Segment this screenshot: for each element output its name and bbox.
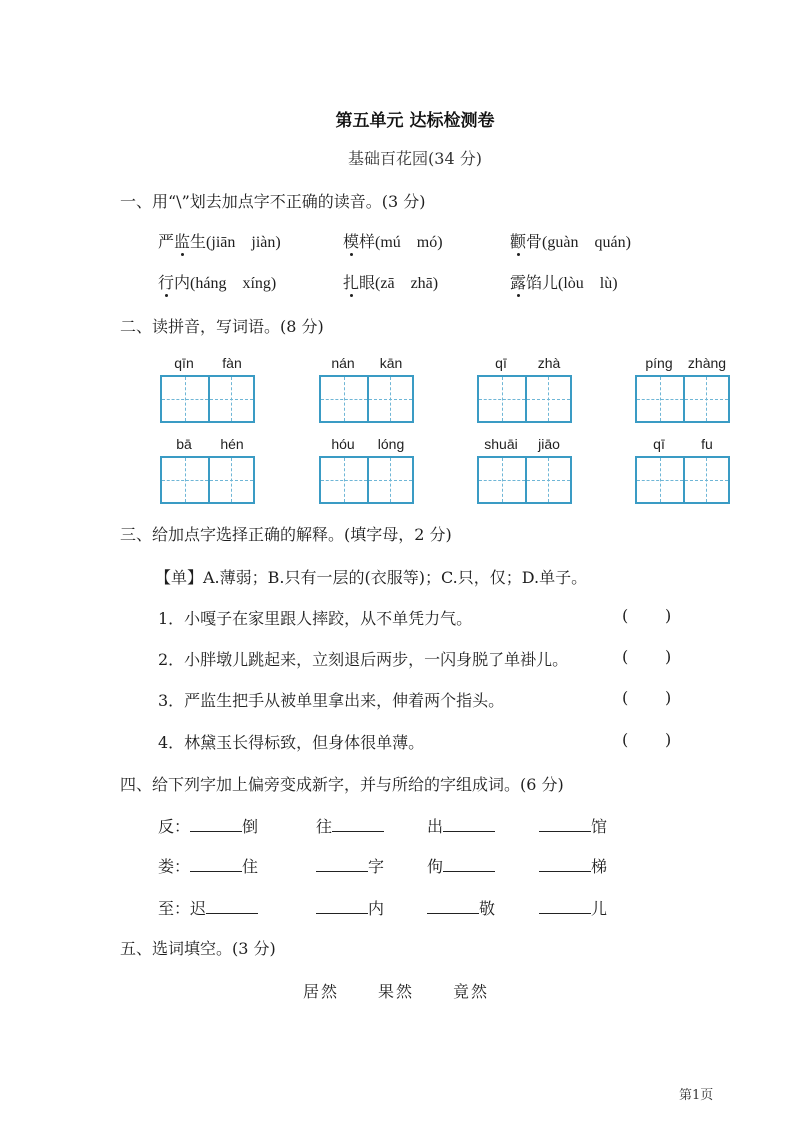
answer-paren-close: ) (665, 606, 672, 625)
write-box[interactable] (162, 458, 208, 502)
pinyin-label: bā (176, 436, 192, 452)
pinyin-label: fu (701, 436, 713, 452)
s4-root-char: 至： (158, 899, 191, 918)
word-option-1: 居然 (303, 982, 340, 1001)
s4-cell (316, 854, 384, 877)
pinyin-label: hóu (331, 436, 355, 452)
s1-item-4 (158, 270, 276, 293)
s4-cell (427, 896, 495, 919)
pinyin-grid-6 (319, 436, 415, 504)
s3-item-4: 4．林黛玉长得标致，但身体很单薄。 (158, 733, 425, 752)
write-box[interactable] (321, 377, 367, 421)
pinyin-label: fàn (222, 355, 242, 371)
answer-paren-open[interactable]: ( (622, 647, 629, 666)
pinyin-grid-1 (160, 355, 256, 423)
write-box[interactable] (367, 458, 413, 502)
pinyin-label: qīn (174, 355, 194, 371)
s1-item-1-pinyin: (jiān jiàn) (206, 234, 281, 251)
answer-paren-open[interactable]: ( (622, 730, 629, 749)
fill-blank[interactable] (316, 855, 368, 872)
write-box[interactable] (208, 458, 254, 502)
write-box[interactable] (162, 377, 208, 421)
pinyin-grid-3 (477, 355, 573, 423)
page-number: 第1页 (679, 1088, 714, 1103)
s1-item-2-dotted-char: 模 (343, 229, 359, 252)
answer-paren-close: ) (665, 647, 672, 666)
s1-item-2 (343, 229, 443, 252)
section-3-heading: 三、给加点字选择正确的解释。(填字母，2 分) (120, 525, 452, 544)
word-option-2: 果然 (378, 982, 415, 1001)
pinyin-label: qī (495, 355, 507, 371)
s4-char: 内 (368, 899, 385, 918)
s3-item-2: 2．小胖墩儿跳起来，立刻退后两步，一闪身脱了单褂儿。 (158, 650, 569, 669)
s4-char: 出 (427, 817, 444, 836)
pinyin-label: shuāi (484, 436, 518, 452)
write-box[interactable] (683, 458, 729, 502)
pinyin-label: píng (645, 355, 673, 371)
s4-char: 馆 (591, 817, 608, 836)
s1-item-4-dotted-char: 行 (158, 270, 174, 293)
s4-char: 敬 (479, 899, 496, 918)
write-box[interactable] (321, 458, 367, 502)
section-2-heading: 二、读拼音，写词语。(8 分) (120, 317, 324, 336)
write-box[interactable] (208, 377, 254, 421)
s1-item-6 (510, 270, 618, 293)
pinyin-grid-5 (160, 436, 256, 504)
s4-cell (316, 896, 384, 919)
s3-definition: 【单】A.薄弱；B.只有一层的(衣服等)；C.只，仅；D.单子。 (155, 568, 588, 587)
s1-item-3 (510, 229, 631, 252)
fill-blank[interactable] (539, 897, 591, 914)
pinyin-label: zhàng (687, 355, 727, 371)
s1-item-2-pinyin: (mú mó) (375, 234, 443, 251)
write-box[interactable] (683, 377, 729, 421)
s1-item-5-pinyin: (zā zhā) (375, 275, 439, 292)
write-box[interactable] (637, 458, 683, 502)
s4-cell (158, 896, 258, 919)
section-group-title: 基础百花园(34 分) (348, 149, 482, 168)
s1-item-1 (158, 229, 281, 252)
s1-item-5-post: 眼 (359, 273, 376, 292)
s1-item-3-pinyin: (guàn quán) (542, 234, 631, 251)
s4-cell (316, 814, 384, 837)
s1-item-1-pre: 严 (158, 232, 175, 251)
fill-blank[interactable] (443, 815, 495, 832)
pinyin-label: jiāo (538, 436, 560, 452)
fill-blank[interactable] (190, 855, 242, 872)
pinyin-grid-7 (477, 436, 573, 504)
s1-item-4-post: 内 (174, 273, 191, 292)
write-box[interactable] (525, 377, 571, 421)
write-box[interactable] (479, 377, 525, 421)
s4-root-char: 娄： (158, 857, 191, 876)
s3-item-1: 1．小嘎子在家里跟人摔跤，从不单凭力气。 (158, 609, 473, 628)
s4-root-char: 反： (158, 817, 191, 836)
fill-blank[interactable] (427, 897, 479, 914)
s4-cell (427, 854, 495, 877)
answer-paren-open[interactable]: ( (622, 606, 629, 625)
write-box[interactable] (637, 377, 683, 421)
s4-char: 迟 (190, 899, 207, 918)
s4-char: 儿 (591, 899, 608, 918)
s3-item-3: 3．严监生把手从被单里拿出来，伸着两个指头。 (158, 691, 505, 710)
s1-item-2-post: 样 (359, 232, 376, 251)
section-1-heading: 一、用“\”划去加点字不正确的读音。(3 分) (120, 192, 426, 211)
s4-cell (427, 814, 495, 837)
s1-item-3-post: 骨 (526, 232, 543, 251)
pinyin-label: hén (220, 436, 244, 452)
pinyin-label: zhà (537, 355, 561, 371)
s4-char: 佝 (427, 857, 444, 876)
pinyin-label: kān (379, 355, 403, 371)
s4-char: 住 (242, 857, 259, 876)
s4-cell (158, 854, 258, 877)
write-box[interactable] (525, 458, 571, 502)
fill-blank[interactable] (443, 855, 495, 872)
s4-char: 往 (316, 817, 333, 836)
s1-item-6-dotted-char: 露 (510, 270, 526, 293)
s1-item-3-dotted-char: 颧 (510, 229, 526, 252)
s1-item-4-pinyin: (háng xíng) (190, 275, 277, 292)
s4-cell (539, 896, 607, 919)
fill-blank[interactable] (206, 897, 258, 914)
word-option-3: 竟然 (453, 982, 490, 1001)
write-box[interactable] (479, 458, 525, 502)
s1-item-1-post: 生 (190, 232, 207, 251)
pinyin-label: lóng (377, 436, 405, 452)
answer-paren-open[interactable]: ( (622, 688, 629, 707)
section-5-heading: 五、选词填空。(3 分) (120, 939, 276, 958)
fill-blank[interactable] (316, 897, 368, 914)
fill-blank[interactable] (332, 815, 384, 832)
s4-cell (539, 854, 607, 877)
fill-blank[interactable] (539, 815, 591, 832)
fill-blank[interactable] (190, 815, 242, 832)
write-box[interactable] (367, 377, 413, 421)
s4-cell (158, 814, 258, 837)
answer-paren-close: ) (665, 730, 672, 749)
answer-paren-close: ) (665, 688, 672, 707)
s4-char: 倒 (242, 817, 259, 836)
s1-item-5 (343, 270, 438, 293)
s4-char: 字 (368, 857, 385, 876)
pinyin-label: qī (653, 436, 665, 452)
s1-item-6-pinyin: (lòu lù) (558, 275, 618, 292)
pinyin-grid-4 (635, 355, 731, 423)
s4-cell (539, 814, 607, 837)
pinyin-grid-2 (319, 355, 415, 423)
s4-char: 梯 (591, 857, 608, 876)
s1-item-5-dotted-char: 扎 (343, 270, 359, 293)
s1-item-6-post: 馅儿 (526, 273, 559, 292)
fill-blank[interactable] (539, 855, 591, 872)
pinyin-grid-8 (635, 436, 731, 504)
s1-item-1-dotted-char: 监 (174, 229, 190, 252)
section-4-heading: 四、给下列字加上偏旁变成新字，并与所给的字组成词。(6 分) (120, 775, 564, 794)
pinyin-label: nán (331, 355, 355, 371)
page-title: 第五单元 达标检测卷 (335, 111, 495, 131)
